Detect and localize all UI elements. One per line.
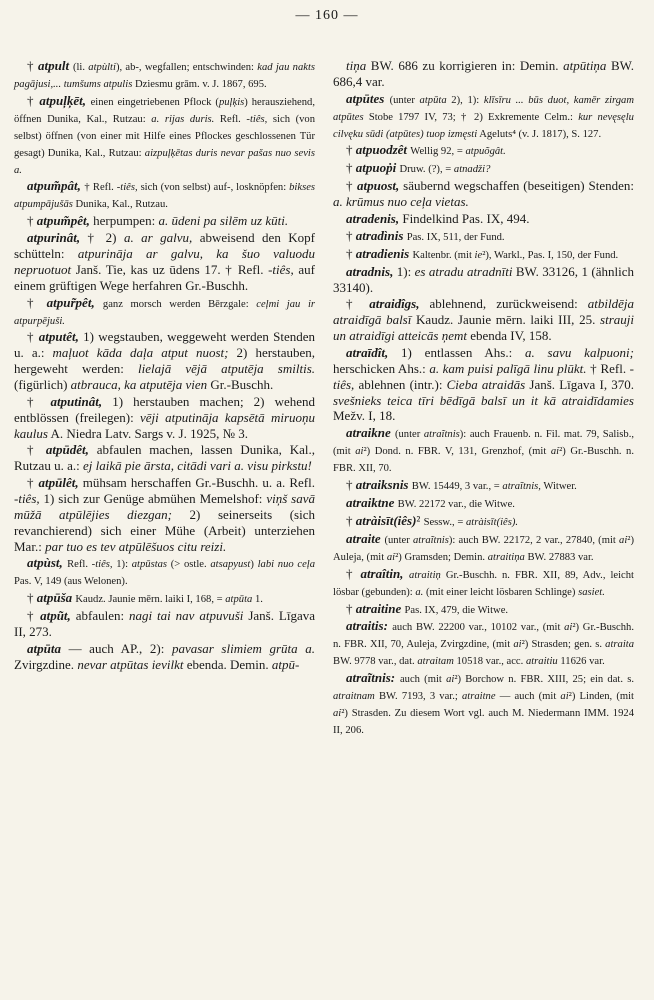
dictionary-entry: atpūta — auch AP., 2): pavasar slimiem grūta a. Zvirgzdine. nevar atpūtas ievilkt ebenda. Demin. atpū- (14, 640, 315, 672)
dictionary-entry: atraikne (unter atraĩtnis): auch Frauenb. n. Fil. mat. 79, Salisb., (mit ai²) Dond. n. FBR. V, 131, Grenzhof, (mit ai²) Gr.-Buschh. n. FBR. XII, 70. (333, 425, 634, 475)
dictionary-entry: atraite (unter atraĩtnis): auch BW. 22172, 2 var., 27840, (mit ai²) Auleja, (mit ai²) Gramsden; Demin. atraitiņa BW. 27883 var. (333, 530, 634, 563)
dictionary-entry: † atpum̃pêt, herpumpen: a. ūdeni pa silēm uz kūti. (27, 213, 289, 229)
dictionary-entry: atpum̃pât, † Refl. -tiês, sich (von selbst) auf-, losknöpfen: bikses atpumpājušās Dunika, Kal., Rutzau. (14, 178, 316, 211)
dictionary-entry: † atpuļķēt, einen eingetriebenen Pflock (puļķis) herausziehend, öffnen Dunika, Kal., Rutzau: a. rijas duris. Refl. -tiês, sich (von selbst) öffnen (von einer mit Hilfe eines Pflockes geschlossenen Tür gesagt) Dunika, Kal., Rutzau: aizpuļķētas duris nevar pašas nuo sevis a. (14, 92, 316, 176)
dictionary-entry: † atputêt, 1) wegstauben, weggeweht werden Stenden u. a.: maļuot kāda daļa atput nuost; 2) herstauben, hergeweht werden: lielajā vējā atputēja smiltis. (figürlich) atbrauca, ka atputēja vien Gr.-Buschh. (14, 329, 315, 393)
right-column (333, 58, 634, 739)
dictionary-entry: † atradìnis Pas. IX, 511, der Fund. (346, 227, 505, 243)
dictionary-entry: † atpūlêt, mühsam herschaffen Gr.-Buschh. u. a. Refl. -tiês, 1) sich zur Genüge abmühen Memelshof: viņš savā mūžā atpūlējies diezgan; 2) seinerseits (sich revanchierend) sich einer Mühe (Arbeit) unterziehen Mar.: par tuo es tev atpūlēšuos citu reizi. (14, 475, 315, 554)
dictionary-entry: atraīdît, 1) entlassen Ahs.: a. savu kalpuoni; herschicken Ahs.: a. kam puisi palīgā linu plūkt. † Refl. -tiês, ablehnen (intr.): Cieba atraidās Janš. Līgava I, 370. svešnieks teica tīri bēdīgā balsī un it kā atraidīdamies Mežv. I, 18. (333, 345, 635, 424)
dictionary-entry: † atpuoṗi Druw. (?), = atnadži? (346, 160, 491, 176)
dictionary-entry: † atràisīt(iês)² Sessw., = atràisīt(iês). (346, 512, 519, 528)
dictionary-entry: † atraidîgs, ablehnend, zurückweisend: atbildēja atraidīgā balsī Kaudz. Jaunie mērn. laiki III, 25. strauji un atraidīgi atteicās ņemt ebenda IV, 158. (333, 296, 634, 344)
dictionary-entry: † atpūdêt, abfaulen machen, lassen Dunika, Kal., Rutzau u. a.: ej laikā pie ārsta, citādi vari a. visu pirkstu! (14, 442, 316, 474)
dictionary-entry: † atpūša Kaudz. Jaunie mērn. laiki I, 168, = atpūta 1. (27, 590, 263, 606)
dictionary-entry: atradnis, 1): es atradu atradnīti BW. 33126, 1 (ähnlich 33140). (333, 263, 634, 295)
dictionary-entry: † atraiksnis BW. 15449, 3 var., = atraĩtnis, Witwer. (346, 477, 577, 493)
dictionary-entry: † atpuost, säubernd wegschaffen (beseitigen) Stenden: a. krūmus nuo ceļa vietas. (333, 178, 634, 210)
dictionary-entry: † atpũt, abfaulen: nagi tai nav atpuvuši Janš. Līgava II, 273. (14, 608, 316, 640)
dictionary-entry: † atpur̃pêt, ganz morsch werden Bērzgale: ceļmi jau ir atpurpējuši. (14, 294, 316, 327)
dictionary-entry: † atraitine Pas. IX, 479, die Witwe. (346, 600, 509, 616)
dictionary-entry: tiņa BW. 686 zu korrigieren in: Demin. atpūtiņa BW. 686,4 var. (333, 58, 635, 89)
left-column (14, 58, 315, 674)
dictionary-entry: † atpult (li. atpùlti), ab-, wegfallen; entschwinden: kad jau nakts pagājusi,... tumšums atpulis Dziesmu grām. v. J. 1867, 695. (14, 58, 316, 90)
dictionary-entry: atpurinât, † 2) a. ar galvu, abweisend den Kopf schütteln: atpurināja ar galvu, ka šuo valuodu nepruotuot Janš. Tie, kas uz ūdens 17. † Refl. -tiês, auf einem grüftigen Wege herfahren Gr.-Buschh. (14, 230, 316, 293)
dictionary-entry: atraiktne BW. 22172 var., die Witwe. (346, 495, 515, 511)
dictionary-entry: atraĩtnis: auch (mit ai²) Borchow n. FBR. XIII, 25; ein dat. s. atraitnam BW. 7193, 3 var.; atraitne — auch (mit ai²) Linden, (mit ai²) Strasden. Zu diesem Wort vgl. auch M. Niedermann IMM. 1924 II, 206. (333, 670, 634, 737)
dictionary-entry: atpùst, Refl. -tiês, 1): atpūstas (> ostle. atsapyust) labi nuo ceļa Pas. V, 149 (aus Welonen). (14, 555, 316, 588)
dictionary-entry: † atraîtin, atraitiņ Gr.-Buschh. n. FBR. XII, 89, Adv., leicht lösbar (gebunden): a. (mit einer leicht lösbaren Schlinge) sasiet. (333, 565, 634, 598)
dictionary-entry: atradenis, Findelkind Pas. IX, 494. (346, 211, 530, 227)
page-number: — 160 — (295, 8, 359, 23)
dictionary-entry: † atpuodzêt Wellig 92, = atpuõgât. (346, 142, 506, 158)
dictionary-entry: † atputinât, 1) herstauben machen; 2) wehend entblössen (freilegen): vēji atputināja kapsētā miruoņu kaulus A. Niedra Latv. Sargs v. J. 1925, № 3. (14, 393, 315, 441)
dictionary-entry: atraitis: auch BW. 22200 var., 10102 var., (mit ai²) Gr.-Buschh. n. FBR. XII, 70, Auleja, Zvirgzdine, (mit ai²) Strasden; gen. s. atraita BW. 9778 var., dat. atraitam 10518 var., acc. atraitiu 11626 var. (333, 618, 634, 668)
dictionary-entry: † atradienis Kaltenbr. (mit ie²), Warkl., Pas. I, 150, der Fund. (346, 245, 619, 261)
dictionary-entry: atpūtes (unter atpūta 2), 1): klīsīru ... būs duot, kamēr zirgam atpūtes Stobe 1797 IV, 73; † 2) Exkremente Celm.: kur nevęsęlu cilvęku sūdi (atpūtes) tuop izmęsti Ageluts⁴ (v. J. 1817), S. 127. (333, 90, 634, 140)
